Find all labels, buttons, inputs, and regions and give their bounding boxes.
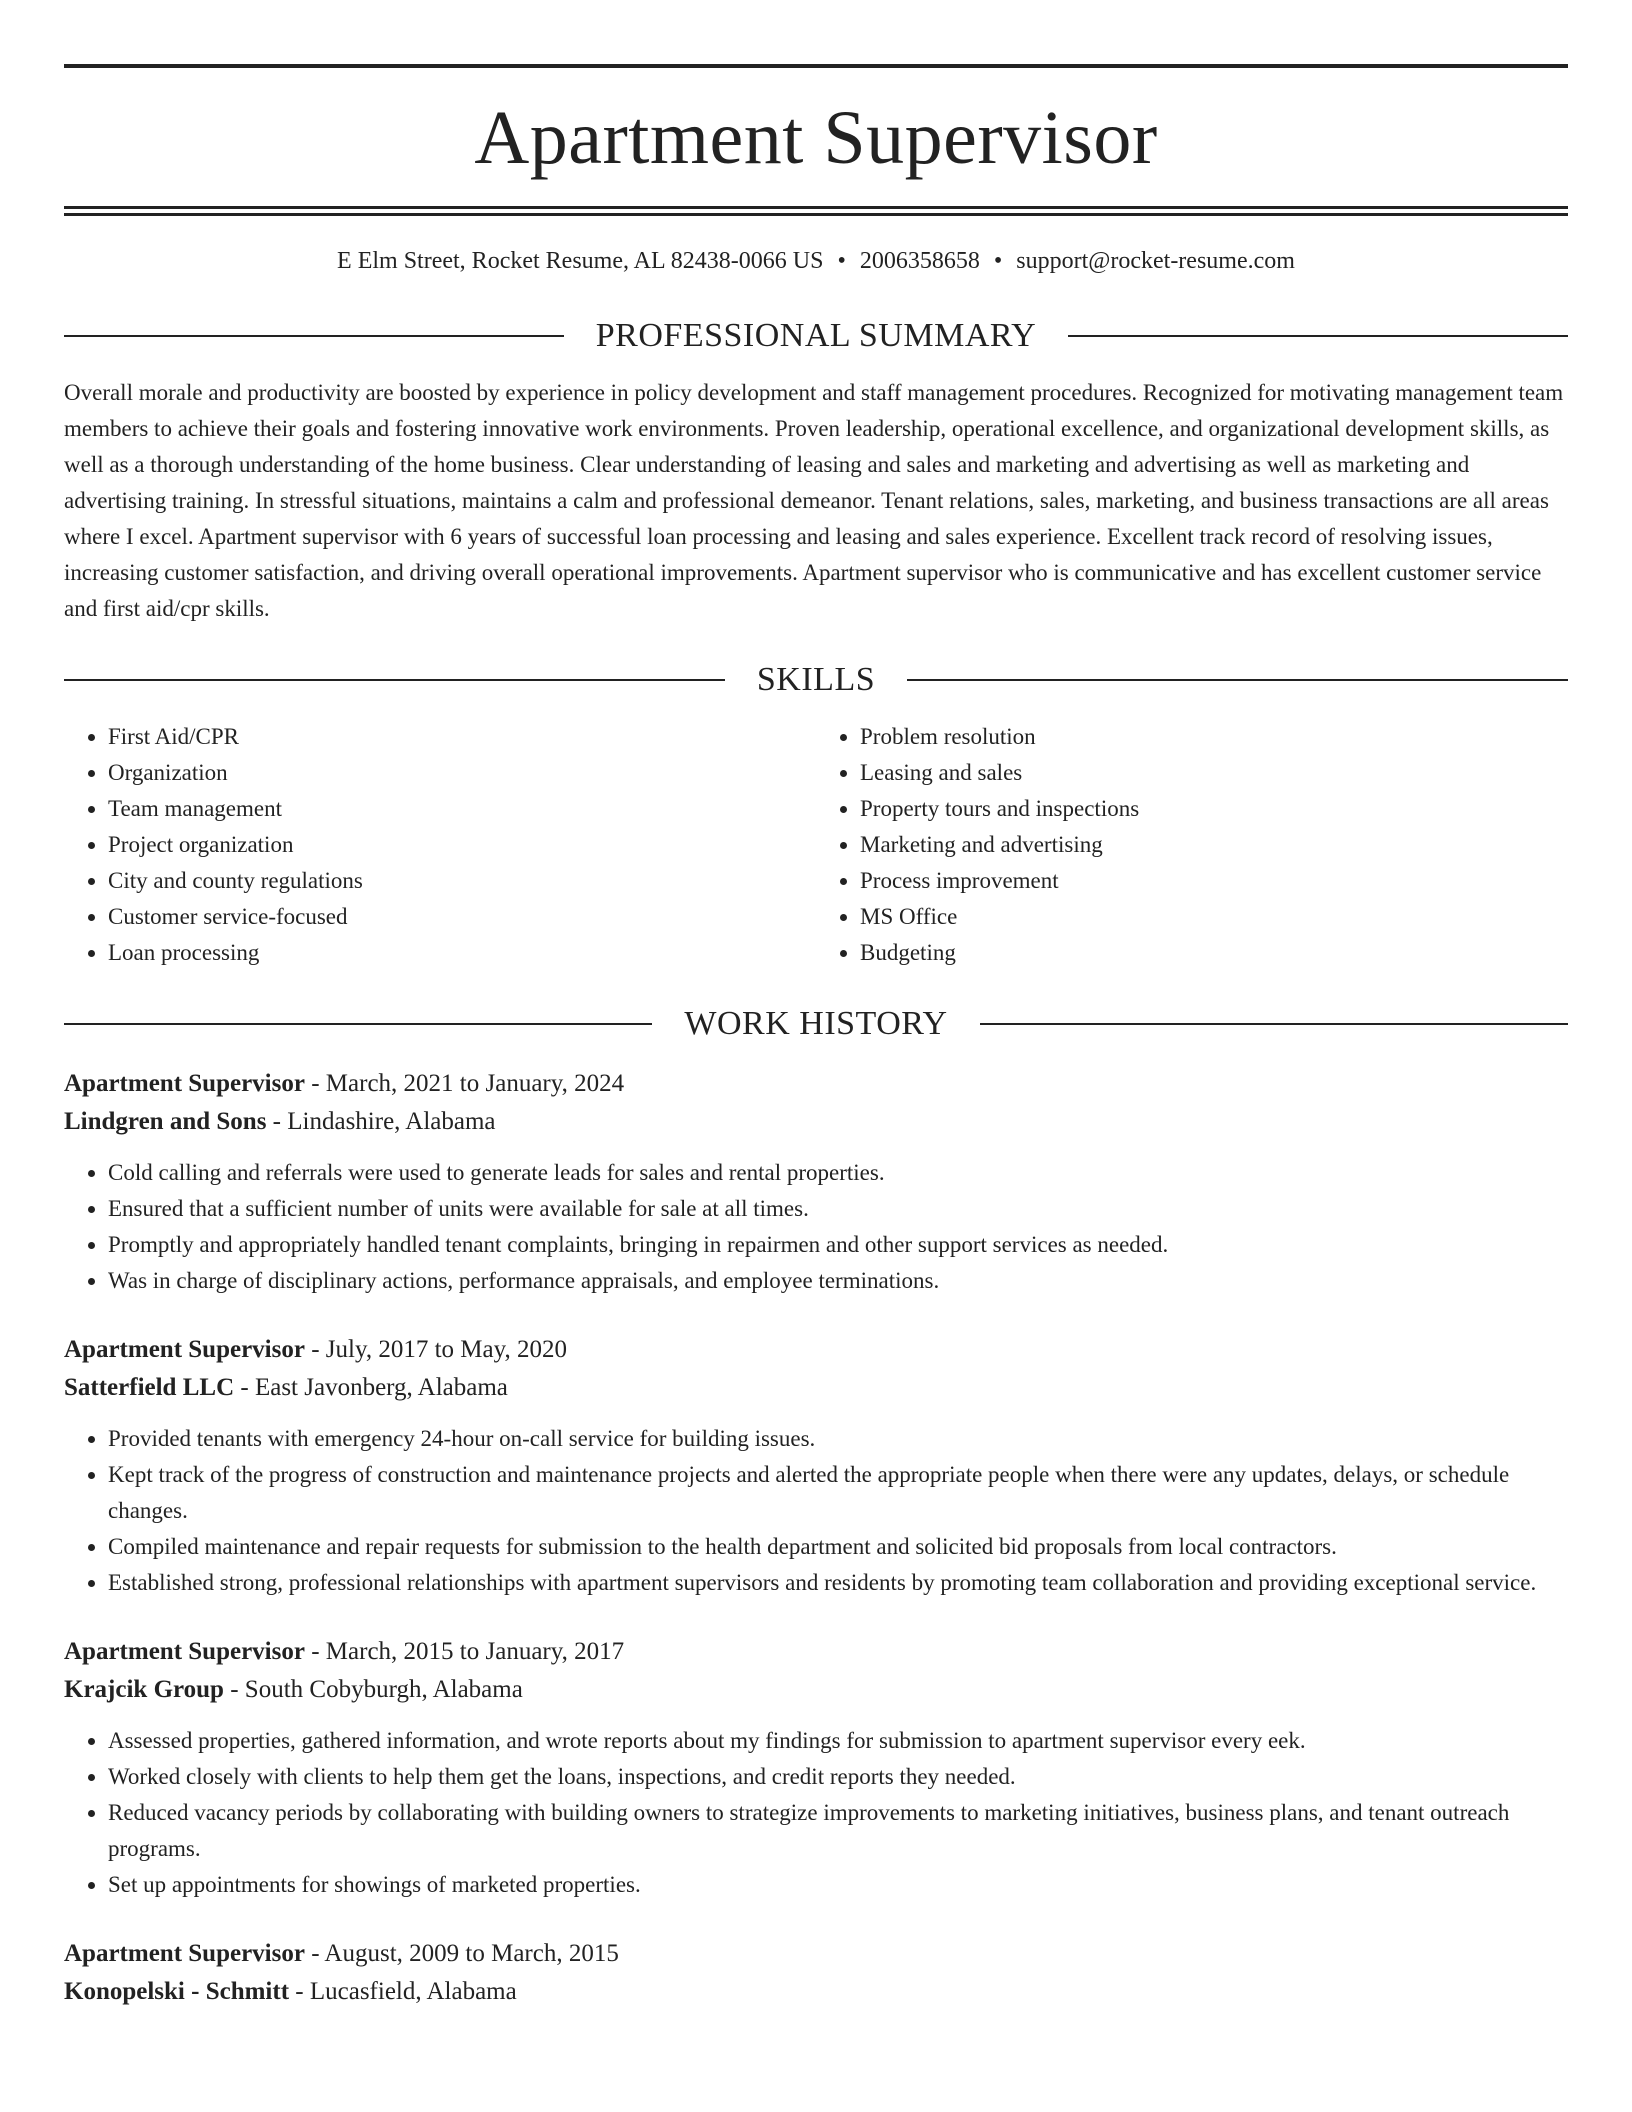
job-title-line: Apartment Supervisor - July, 2017 to May, 2020 bbox=[64, 1336, 567, 1363]
skills-title: SKILLS bbox=[756, 661, 876, 698]
job-bullets bbox=[64, 1421, 1568, 1601]
skill-item: • Leasing and sales bbox=[860, 755, 1568, 791]
job-bullet: • Set up appointments for showings of marketed properties. bbox=[108, 1867, 1568, 1903]
job-entry bbox=[64, 1065, 1568, 1299]
work-history-list bbox=[64, 1065, 1568, 2011]
contact-address: E Elm Street, Rocket Resume, AL 82438-0066 US bbox=[337, 248, 824, 274]
skill-item: • Problem resolution bbox=[860, 719, 1568, 755]
job-bullet: • Kept track of the progress of construction and maintenance projects and alerted the appropriate people when there were any updates, delays, or schedule changes. bbox=[108, 1457, 1568, 1529]
job-company: Satterfield LLC bbox=[64, 1374, 235, 1401]
resume-page bbox=[64, 64, 1568, 2011]
job-company: Krajcik Group bbox=[64, 1676, 224, 1703]
skills-column-left bbox=[64, 719, 816, 971]
job-title-line: Apartment Supervisor - March, 2021 to January, 2024 bbox=[64, 1070, 625, 1097]
job-location: South Cobyburgh, Alabama bbox=[244, 1676, 523, 1703]
heading-rule-left bbox=[64, 679, 725, 681]
job-entry bbox=[64, 1331, 1568, 1601]
job-bullets bbox=[64, 1155, 1568, 1299]
job-location: Lindashire, Alabama bbox=[287, 1108, 496, 1135]
job-bullet: • Compiled maintenance and repair requests for submission to the health department and solicited bid proposals from local contractors. bbox=[108, 1529, 1568, 1565]
skills-heading bbox=[64, 663, 1568, 697]
heading-rule-right bbox=[1068, 335, 1568, 337]
heading-rule-right bbox=[907, 679, 1568, 681]
job-entry bbox=[64, 1633, 1568, 1903]
job-title-line: Apartment Supervisor - March, 2015 to January, 2017 bbox=[64, 1638, 625, 1665]
skill-item: • First Aid/CPR bbox=[108, 719, 816, 755]
skills-column-right bbox=[816, 719, 1568, 971]
skill-item: • Loan processing bbox=[108, 935, 816, 971]
skill-item: • Process improvement bbox=[860, 863, 1568, 899]
job-bullet: • Assessed properties, gathered information, and wrote reports about my findings for submission to apartment supervisor every eek. bbox=[108, 1723, 1568, 1759]
job-dates: March, 2015 to January, 2017 bbox=[325, 1638, 625, 1665]
heading-rule-right bbox=[980, 1023, 1568, 1025]
job-bullet: • Was in charge of disciplinary actions, performance appraisals, and employee terminations. bbox=[108, 1263, 1568, 1299]
skill-item: • Team management bbox=[108, 791, 816, 827]
contact-separator: • bbox=[837, 248, 846, 274]
heading-rule-left bbox=[64, 335, 564, 337]
job-company: Lindgren and Sons bbox=[64, 1108, 267, 1135]
skills-list bbox=[64, 719, 1568, 971]
summary-title: PROFESSIONAL SUMMARY bbox=[595, 317, 1037, 354]
skill-item: • Organization bbox=[108, 755, 816, 791]
job-title-line: Apartment Supervisor - August, 2009 to March, 2015 bbox=[64, 1940, 619, 1967]
resume-name: Apartment Supervisor bbox=[474, 96, 1158, 180]
contact-separator: • bbox=[993, 248, 1003, 274]
skill-item: • Budgeting bbox=[860, 935, 1568, 971]
job-role: Apartment Supervisor bbox=[64, 1638, 305, 1665]
job-location: Lucasfield, Alabama bbox=[309, 1978, 517, 2005]
job-bullet: • Promptly and appropriately handled tenant complaints, bringing in repairmen and other support services as needed. bbox=[108, 1227, 1568, 1263]
job-bullet: • Worked closely with clients to help them get the loans, inspections, and credit reports they needed. bbox=[108, 1759, 1568, 1795]
job-company: Konopelski - Schmitt bbox=[64, 1978, 290, 2005]
job-bullet: • Provided tenants with emergency 24-hour on-call service for building issues. bbox=[108, 1421, 1568, 1457]
work-heading bbox=[64, 1007, 1568, 1041]
job-dates: August, 2009 to March, 2015 bbox=[324, 1940, 619, 1967]
job-bullet: • Established strong, professional relationships with apartment supervisors and residents by promoting team collaboration and providing exceptional service. bbox=[108, 1565, 1568, 1601]
job-role: Apartment Supervisor bbox=[64, 1940, 305, 1967]
job-role: Apartment Supervisor bbox=[64, 1336, 305, 1363]
job-bullet: • Cold calling and referrals were used to generate leads for sales and rental properties. bbox=[108, 1155, 1568, 1191]
job-company-line: Krajcik Group - South Cobyburgh, Alabama bbox=[64, 1676, 523, 1703]
job-company-line: Konopelski - Schmitt - Lucasfield, Alabama bbox=[64, 1978, 517, 2005]
summary-heading bbox=[64, 319, 1568, 353]
skill-item: • Customer service-focused bbox=[108, 899, 816, 935]
summary-text: Overall morale and productivity are boosted by experience in policy development and staff management procedures. Recognized for motivating management team members to achieve their goals and fostering innovative work environments. Proven leadership, operational excellence, and organizational development skills, as well as a thorough understanding of the home business. Clear understanding of leasing and sales and marketing and advertising as well as marketing and advertising training. In stressful situations, maintains a calm and professional demeanor. Tenant relations, sales, marketing, and business transactions are all areas where I excel. Apartment supervisor with 6 years of successful loan processing and leasing and sales experience. Excellent track record of resolving issues, increasing customer satisfaction, and driving overall operational improvements. Apartment supervisor who is communicative and has excellent customer service and first aid/cpr skills. bbox=[64, 380, 1564, 621]
job-entry bbox=[64, 1935, 1568, 2011]
job-location: East Javonberg, Alabama bbox=[254, 1374, 508, 1401]
contact-line bbox=[64, 248, 1568, 275]
job-role: Apartment Supervisor bbox=[64, 1070, 305, 1097]
job-bullet: • Ensured that a sufficient number of units were available for sale at all times. bbox=[108, 1191, 1568, 1227]
contact-phone: 2006358658 bbox=[859, 248, 980, 274]
job-bullets bbox=[64, 1723, 1568, 1903]
skill-item: • Project organization bbox=[108, 827, 816, 863]
job-dates: July, 2017 to May, 2020 bbox=[325, 1336, 567, 1363]
job-bullet: • Reduced vacancy periods by collaborating with building owners to strategize improvements to marketing initiatives, business plans, and tenant outreach programs. bbox=[108, 1795, 1568, 1867]
contact-email[interactable]: support@rocket-resume.com bbox=[1016, 248, 1295, 274]
job-company-line: Satterfield LLC - East Javonberg, Alabama bbox=[64, 1374, 508, 1401]
job-dates: March, 2021 to January, 2024 bbox=[325, 1070, 625, 1097]
skill-item: • Marketing and advertising bbox=[860, 827, 1568, 863]
skill-item: • City and county regulations bbox=[108, 863, 816, 899]
skill-item: • Property tours and inspections bbox=[860, 791, 1568, 827]
header-top-rule bbox=[64, 64, 1568, 68]
job-company-line: Lindgren and Sons - Lindashire, Alabama bbox=[64, 1108, 496, 1135]
header-double-rule bbox=[64, 206, 1568, 216]
heading-rule-left bbox=[64, 1023, 652, 1025]
work-title: WORK HISTORY bbox=[684, 1005, 948, 1042]
skill-item: • MS Office bbox=[860, 899, 1568, 935]
